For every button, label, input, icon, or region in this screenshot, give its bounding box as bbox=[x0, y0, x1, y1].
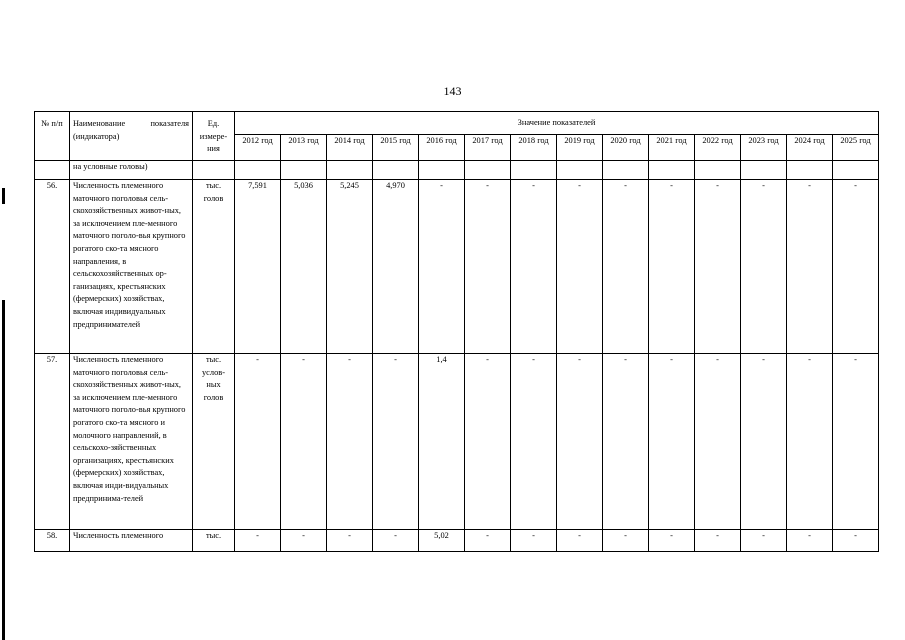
row-value bbox=[741, 161, 787, 180]
row-value: - bbox=[741, 180, 787, 354]
row-value: - bbox=[373, 354, 419, 530]
scan-edge-line bbox=[2, 300, 5, 640]
table-row bbox=[35, 530, 879, 552]
row-value: - bbox=[833, 530, 879, 552]
row-value bbox=[787, 161, 833, 180]
row-value: - bbox=[557, 354, 603, 530]
row-value: - bbox=[603, 354, 649, 530]
row-indicator-name: Численность племенного bbox=[70, 530, 193, 552]
row-value: - bbox=[603, 180, 649, 354]
header-year: 2016 год bbox=[419, 135, 465, 161]
header-year: 2025 год bbox=[833, 135, 879, 161]
row-value: - bbox=[281, 354, 327, 530]
row-value: 7,591 bbox=[235, 180, 281, 354]
header-num: № п/п bbox=[35, 112, 70, 161]
header-values-title: Значение показателей bbox=[235, 112, 879, 135]
table-row bbox=[35, 180, 879, 354]
row-value: - bbox=[695, 354, 741, 530]
header-year: 2023 год bbox=[741, 135, 787, 161]
header-row bbox=[35, 112, 879, 135]
header-year: 2013 год bbox=[281, 135, 327, 161]
row-value bbox=[327, 161, 373, 180]
header-year: 2022 год bbox=[695, 135, 741, 161]
row-value: - bbox=[649, 354, 695, 530]
row-indicator-name: Численность племенного маточного поголовья сель-скохозяйственных живот-ных, за исключением пле-менного маточного поголо-вья крупного рогатого ско-та мясного направления, в сельскохозяйственных ор-ганизациях, крестьянских (фермерских) хозяйствах, включая индивидуальных предпринимателей bbox=[70, 180, 193, 354]
header-year: 2020 год bbox=[603, 135, 649, 161]
row-value: 1,4 bbox=[419, 354, 465, 530]
row-value bbox=[419, 161, 465, 180]
header-indicator-name: Наименование показателя (индикатора) bbox=[70, 112, 193, 161]
row-value: - bbox=[465, 354, 511, 530]
row-value: - bbox=[649, 180, 695, 354]
row-value: - bbox=[235, 530, 281, 552]
row-value bbox=[695, 161, 741, 180]
header-year: 2019 год bbox=[557, 135, 603, 161]
row-value: - bbox=[373, 530, 419, 552]
row-value: - bbox=[649, 530, 695, 552]
row-value bbox=[603, 161, 649, 180]
row-unit: тыс. услов-ных голов bbox=[193, 354, 235, 530]
row-unit: тыс. голов bbox=[193, 180, 235, 354]
header-year: 2015 год bbox=[373, 135, 419, 161]
header-year: 2024 год bbox=[787, 135, 833, 161]
row-unit: тыс. bbox=[193, 530, 235, 552]
row-number: 56. bbox=[35, 180, 70, 354]
row-value: - bbox=[833, 180, 879, 354]
header-year: 2012 год bbox=[235, 135, 281, 161]
header-year: 2018 год bbox=[511, 135, 557, 161]
row-number bbox=[35, 161, 70, 180]
row-unit bbox=[193, 161, 235, 180]
row-value: 5,245 bbox=[327, 180, 373, 354]
row-value: 5,02 bbox=[419, 530, 465, 552]
row-value: - bbox=[511, 180, 557, 354]
row-value: - bbox=[465, 180, 511, 354]
row-value bbox=[511, 161, 557, 180]
row-value bbox=[373, 161, 419, 180]
row-value: - bbox=[787, 530, 833, 552]
row-value bbox=[235, 161, 281, 180]
table-row bbox=[35, 354, 879, 530]
row-value: - bbox=[511, 354, 557, 530]
row-value bbox=[465, 161, 511, 180]
row-value: - bbox=[281, 530, 327, 552]
row-number: 58. bbox=[35, 530, 70, 552]
row-value bbox=[649, 161, 695, 180]
row-value: - bbox=[603, 530, 649, 552]
scan-edge-mark bbox=[2, 188, 5, 204]
header-year: 2017 год bbox=[465, 135, 511, 161]
row-value: - bbox=[235, 354, 281, 530]
row-value: - bbox=[741, 530, 787, 552]
row-value: - bbox=[695, 180, 741, 354]
row-value: - bbox=[787, 180, 833, 354]
row-value: - bbox=[419, 180, 465, 354]
row-indicator-name: на условные головы) bbox=[70, 161, 193, 180]
row-value: - bbox=[787, 354, 833, 530]
row-number: 57. bbox=[35, 354, 70, 530]
header-year: 2021 год bbox=[649, 135, 695, 161]
row-value: - bbox=[557, 530, 603, 552]
row-value: - bbox=[327, 354, 373, 530]
page-number: 143 bbox=[443, 84, 462, 98]
row-value: - bbox=[465, 530, 511, 552]
header-unit: Ед. измере-ния bbox=[193, 112, 235, 161]
row-value bbox=[281, 161, 327, 180]
row-value: 4,970 bbox=[373, 180, 419, 354]
table-row bbox=[35, 161, 879, 180]
row-value bbox=[833, 161, 879, 180]
indicator-table bbox=[34, 111, 879, 552]
row-value: - bbox=[695, 530, 741, 552]
row-indicator-name: Численность племенного маточного поголовья сель-скохозяйственных живот-ных, за исключением пле-менного маточного поголо-вья крупного рогатого ско-та мясного и молочного направлений, в сельскохо-зяйственных организациях, крестьянских (фермерских) хозяйствах, включая инди-видуальных предпринима-телей bbox=[70, 354, 193, 530]
row-value bbox=[557, 161, 603, 180]
header-year: 2014 год bbox=[327, 135, 373, 161]
row-value: 5,036 bbox=[281, 180, 327, 354]
row-value: - bbox=[511, 530, 557, 552]
row-value: - bbox=[833, 354, 879, 530]
row-value: - bbox=[557, 180, 603, 354]
row-value: - bbox=[741, 354, 787, 530]
row-value: - bbox=[327, 530, 373, 552]
